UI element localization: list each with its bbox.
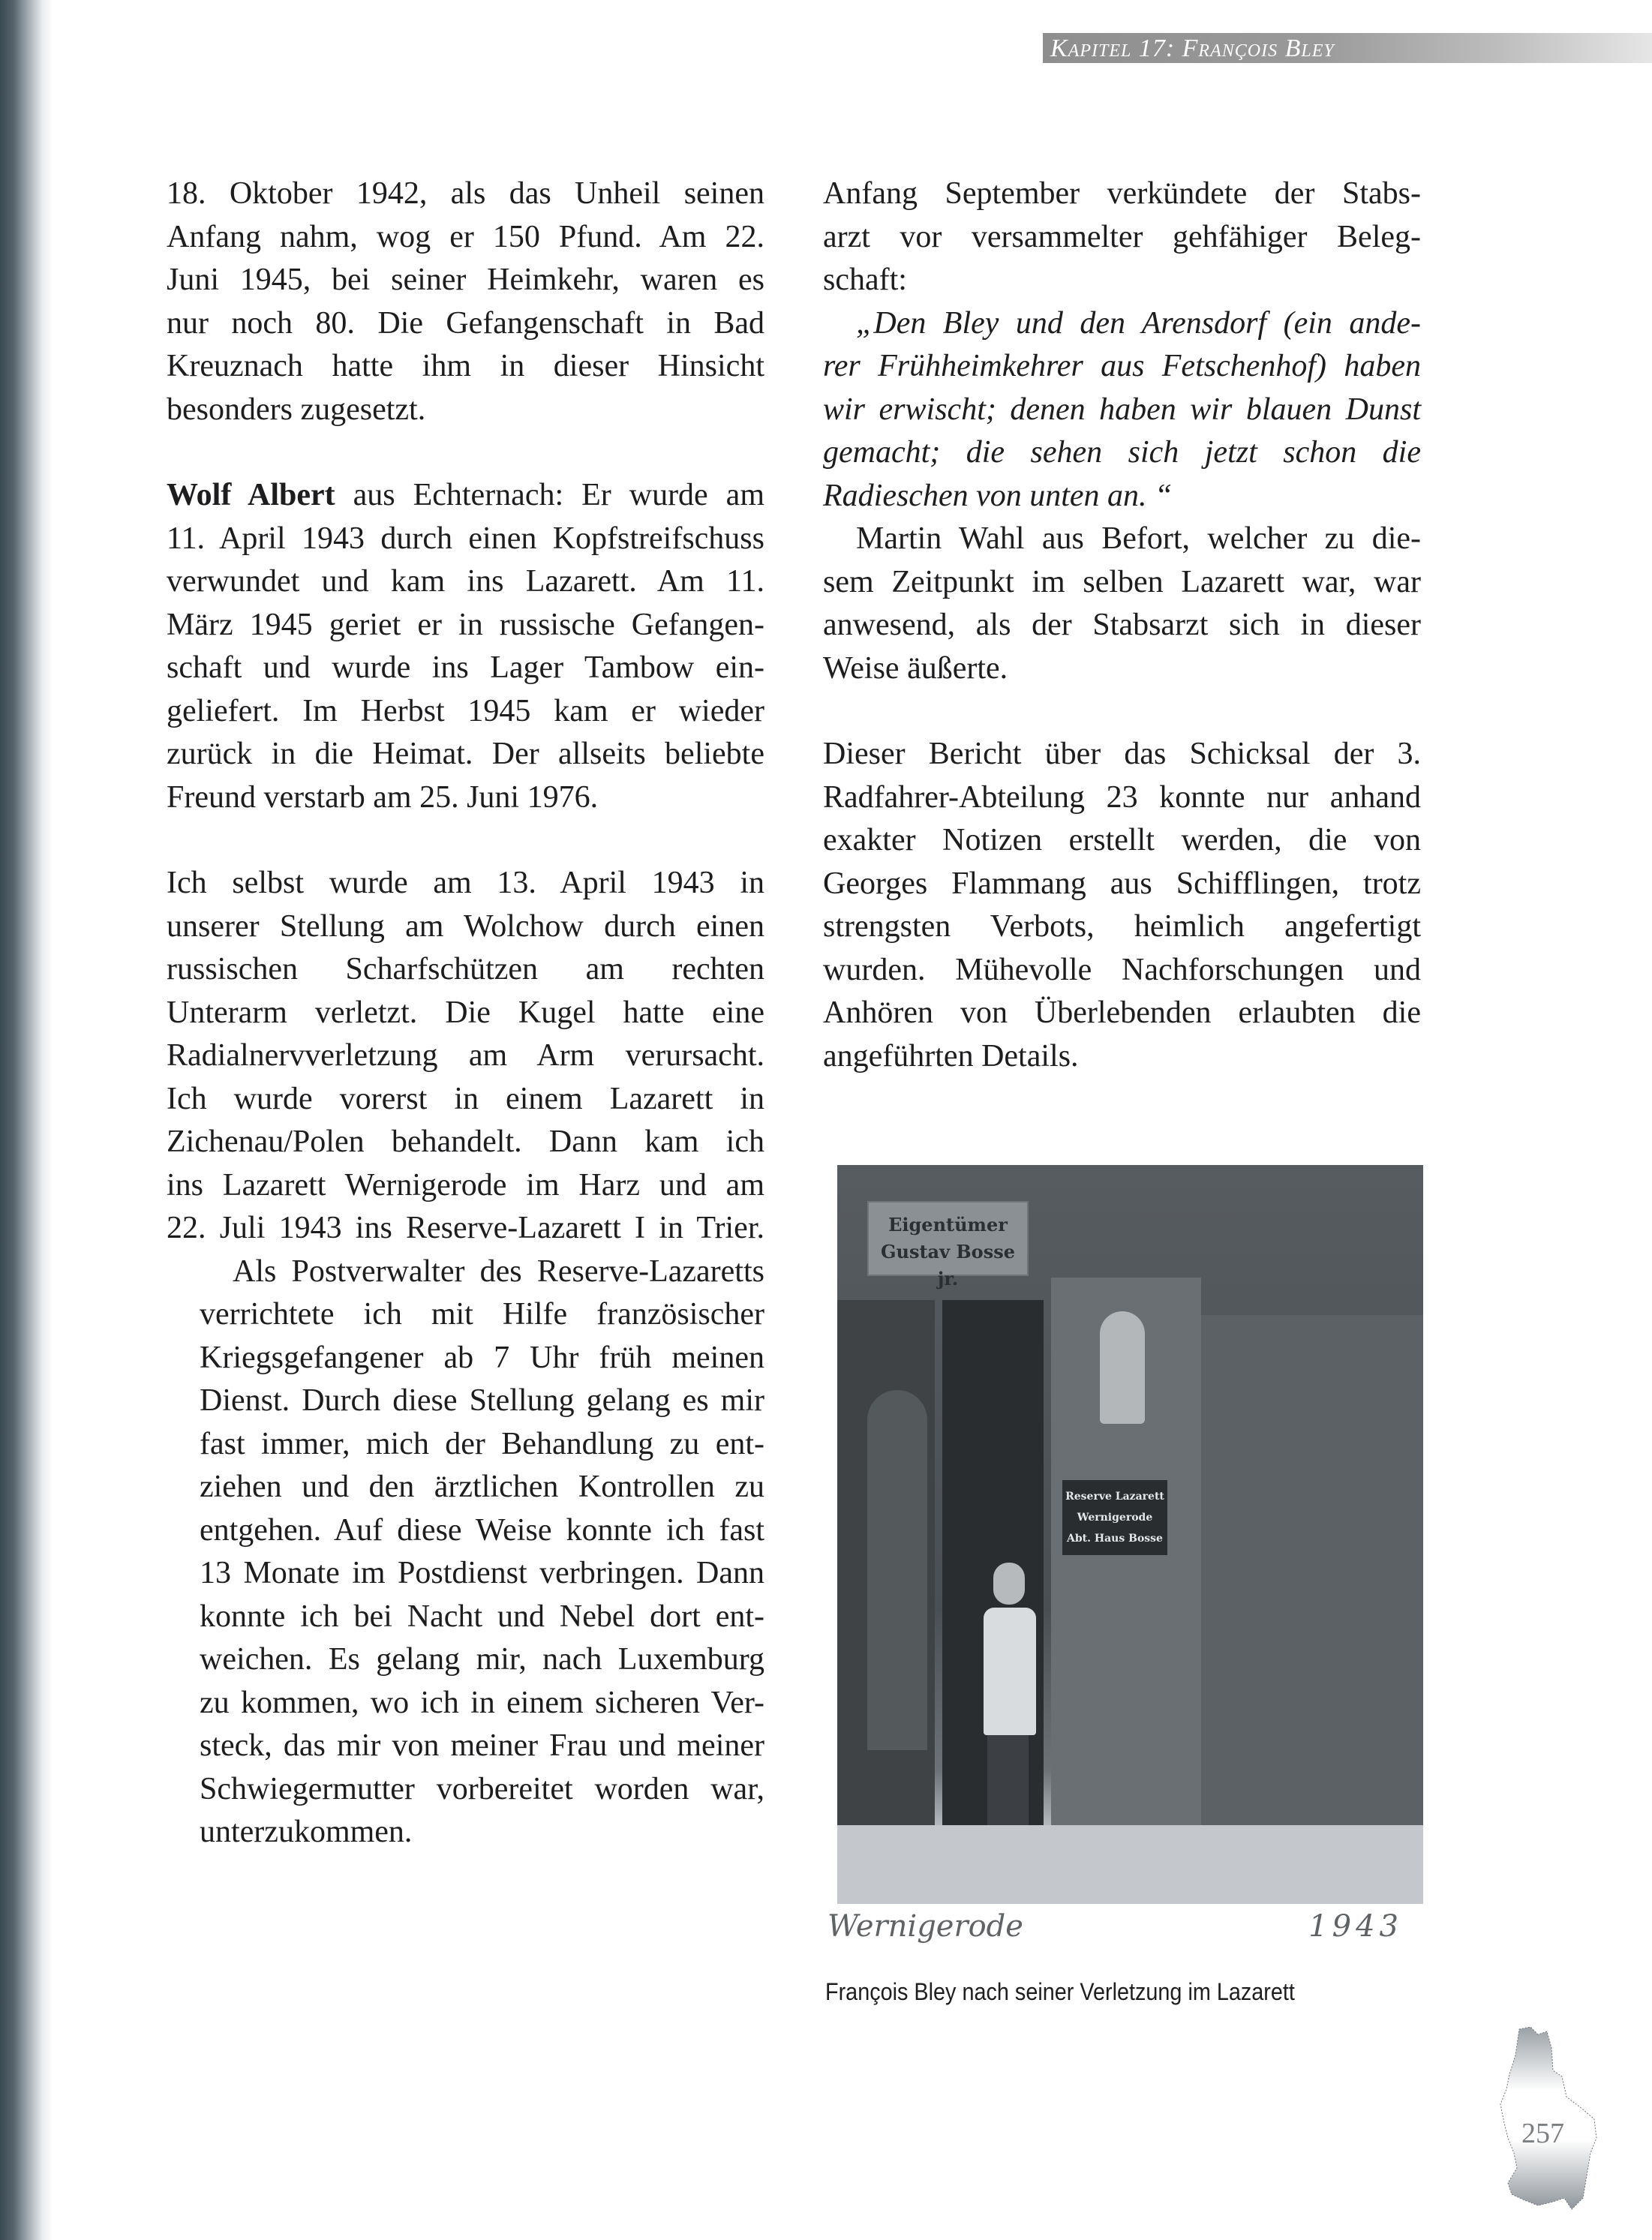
sign-line: Eigentümer: [888, 1214, 1008, 1236]
book-spine-shadow: [0, 0, 53, 2240]
man-body: [984, 1608, 1036, 1735]
text-line: nur noch 80. Die Gefangenschaft in Bad: [167, 305, 764, 341]
text-line: anwesend, als der Stabsarzt sich in dieser: [823, 608, 1421, 642]
sign-line: Gustav Bosse jr.: [881, 1241, 1015, 1290]
text-line: „Den Bley und den Arensdorf (ein ande-: [856, 305, 1421, 341]
text-line: Anfang September verkündete der Stabs-: [823, 176, 1421, 211]
text-line: Juni 1945, bei seiner Heimkehr, waren es: [167, 263, 764, 297]
building-facade: [1201, 1315, 1423, 1833]
text-line: exakter Notizen erstellt werden, die von: [823, 823, 1421, 857]
text-line: schaft:: [823, 263, 907, 297]
text-line: verwundet und kam ins Lazarett. Am 11.: [167, 564, 764, 599]
text-line: rer Frühheimkehrer aus Fetschenhof) haben: [823, 349, 1421, 383]
paragraph: [823, 733, 1421, 1078]
text-line: russischen Scharfschützen am rechten: [167, 952, 764, 986]
text-line: sem Zeitpunkt im selben Lazarett war, war: [823, 564, 1421, 599]
text-line: Als Postverwalter des Reserve-Lazaretts: [233, 1254, 764, 1289]
person-name-bold: Wolf Albert: [167, 478, 335, 512]
paragraph: [823, 173, 1421, 302]
text-line: Ich selbst wurde am 13. April 1943 in: [167, 866, 764, 900]
statue-figure: [1100, 1311, 1145, 1424]
text-line: Radialnervverletzung am Arm verursacht.: [167, 1038, 764, 1073]
sign-line: Wernigerode: [1077, 1512, 1153, 1524]
text-line: ziehen und den ärztlichen Kontrollen zu: [200, 1470, 764, 1504]
text-line: wir erwischt; denen haben wir blauen Dunst: [823, 392, 1421, 427]
text-line: Martin Wahl aus Befort, welcher zu die-: [856, 521, 1421, 556]
text-line: entgehen. Auf diese Weise konnte ich fast: [200, 1512, 764, 1548]
text-line: März 1945 geriet er in russische Gefangen-: [167, 607, 764, 642]
right-column: [823, 173, 1421, 1078]
text-line: Kriegsgefangener ab 7 Uhr früh meinen: [200, 1340, 764, 1375]
text-line: angeführten Details.: [823, 1038, 1079, 1073]
text-line: Freund verstarb am 25. Juni 1976.: [167, 779, 599, 815]
text-line: Dieser Bericht über das Schicksal der 3.: [823, 737, 1421, 771]
text-fragment: aus Echternach: Er wurde am: [335, 478, 764, 512]
text-line: Anfang nahm, wog er 150 Pfund. Am 22.: [167, 219, 764, 254]
text-line: Unterarm verletzt. Die Kugel hatte eine: [167, 995, 764, 1030]
sign-line: Abt. Haus Bosse: [1067, 1533, 1163, 1545]
text-line: Radieschen von unten an. “: [823, 478, 1173, 513]
man-head: [993, 1563, 1025, 1605]
text-line: strengsten Verbots, heimlich angefertigt: [823, 909, 1421, 944]
text-line: unterzukommen.: [200, 1815, 413, 1849]
lazarett-sign: [1062, 1480, 1167, 1555]
text-line: Schwiegermutter vorbereitet worden war,: [200, 1771, 764, 1806]
door-panel: [867, 1390, 927, 1750]
text-line: Weise äußerte.: [823, 650, 1008, 686]
text-line: konnte ich bei Nacht und Nebel dort ent-: [200, 1599, 764, 1634]
paragraph: [167, 1251, 764, 1854]
text-line: gemacht; die sehen sich jetzt schon die: [823, 435, 1421, 470]
text-line: schaft und wurde ins Lager Tambow ein-: [167, 650, 764, 685]
text-line: 22. Juli 1943 ins Reserve-Lazarett I in Trier.: [167, 1211, 764, 1245]
pavement: [837, 1825, 1423, 1904]
photo-caption: François Bley nach seiner Verletzung im Lazarett: [825, 1978, 1295, 2005]
man-legs: [987, 1735, 1029, 1840]
text-line: Ich wurde vorerst in einem Lazarett in: [167, 1081, 764, 1116]
text-line: unserer Stellung am Wolchow durch einen: [167, 908, 764, 944]
text-line: steck, das mir von meiner Frau und meiner: [200, 1728, 764, 1763]
paragraph: [823, 518, 1421, 690]
text-line: geliefert. Im Herbst 1945 kam er wieder: [167, 693, 764, 728]
text-line: Georges Flammang aus Schifflingen, trotz: [823, 866, 1421, 901]
text-line: [167, 474, 764, 518]
text-line: Kreuznach hatte ihm in dieser Hinsicht: [167, 349, 764, 383]
quote-paragraph: [823, 302, 1421, 518]
text-line: Anhören von Überlebenden erlaubten die: [823, 995, 1421, 1030]
text-line: Dienst. Durch diese Stellung gelang es mir: [200, 1383, 764, 1418]
text-line: arzt vor versammelter gehfähiger Beleg-: [823, 219, 1421, 254]
sign-line: Reserve Lazarett: [1065, 1491, 1164, 1503]
text-line: 11. April 1943 durch einen Kopfstreifschuss: [167, 521, 764, 556]
text-line: weichen. Es gelang mir, nach Luxemburg: [200, 1642, 764, 1677]
handwritten-place: Wernigerode: [828, 1909, 1023, 1944]
owner-sign: [867, 1201, 1029, 1290]
text-line: ins Lazarett Wernigerode im Harz und am: [167, 1167, 764, 1203]
text-line: Radfahrer-Abteilung 23 konnte nur anhand: [823, 779, 1421, 815]
paragraph: [167, 862, 764, 1251]
page-number: 257: [1521, 2118, 1564, 2149]
historical-photo: [837, 1165, 1423, 1904]
chapter-title: Kapitel 17: François Bley: [1050, 35, 1335, 62]
text-line: wurden. Mühevolle Nachforschungen und: [823, 952, 1421, 987]
left-column: [167, 173, 764, 1854]
text-line: verrichtete ich mit Hilfe französischer: [200, 1297, 764, 1332]
text-line: Zichenau/Polen behandelt. Dann kam ich: [167, 1125, 764, 1159]
text-line: 13 Monate im Postdienst verbringen. Dann: [200, 1556, 764, 1590]
text-line: zurück in die Heimat. Der allseits beliebte: [167, 737, 764, 771]
text-line: fast immer, mich der Behandlung zu ent-: [200, 1426, 764, 1461]
paragraph: [167, 173, 764, 431]
text-line: besonders zugesetzt.: [167, 392, 426, 427]
text-line: 18. Oktober 1942, als das Unheil seinen: [167, 176, 764, 211]
handwritten-year: 1943: [1308, 1909, 1403, 1944]
text-line: zu kommen, wo ich in einem sicheren Ver-: [200, 1685, 764, 1720]
paragraph: [167, 474, 764, 819]
